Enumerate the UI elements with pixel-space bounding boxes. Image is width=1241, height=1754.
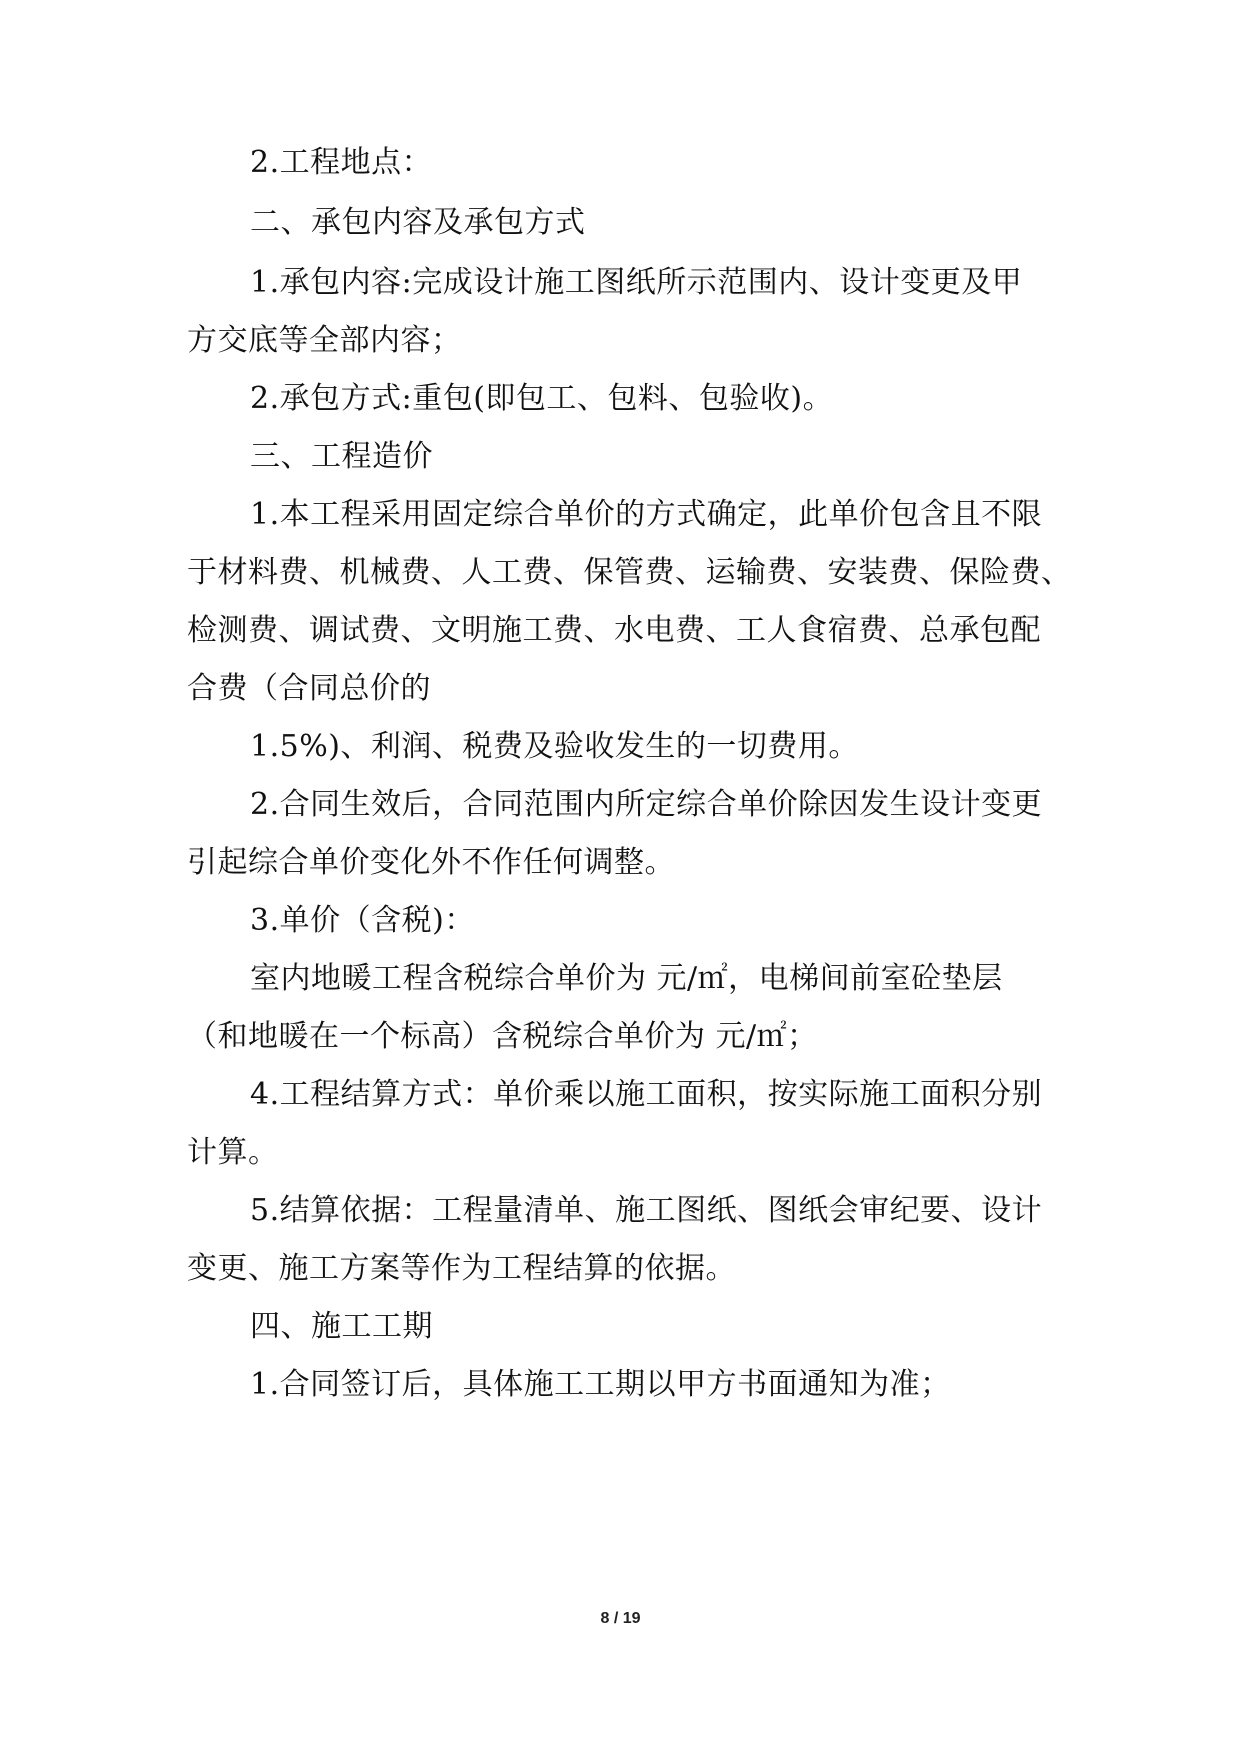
section-heading: 三、工程造价 [250,439,433,474]
paragraph-line: 检测费、调试费、文明施工费、水电费、工人食宿费、总承包配 [187,613,1041,648]
section-heading: 四、施工工期 [250,1309,433,1344]
paragraph-line: 1.5%)、利润、税费及验收发生的一切费用。 [250,729,859,764]
paragraph-line: 计算。 [187,1135,279,1170]
paragraph-line: 变更、施工方案等作为工程结算的依据。 [187,1251,736,1286]
paragraph-line: 方交底等全部内容； [187,323,462,358]
page-number: 8 / 19 [600,1610,641,1627]
paragraph-line: 1.合同签订后，具体施工工期以甲方书面通知为准； [250,1367,951,1402]
paragraph-line: 5.结算依据：工程量清单、施工图纸、图纸会审纪要、设计 [250,1193,1043,1228]
paragraph-line: 2.承包方式:重包(即包工、包料、包验收)。 [250,381,834,416]
paragraph-line: 于材料费、机械费、人工费、保管费、运输费、安装费、保险费、 [187,555,1072,590]
paragraph-line: 4.工程结算方式：单价乘以施工面积，按实际施工面积分别 [250,1077,1043,1112]
paragraph-line: 1.承包内容:完成设计施工图纸所示范围内、设计变更及甲 [250,265,1023,300]
paragraph-line: 引起综合单价变化外不作任何调整。 [187,845,675,880]
paragraph-line: 2.合同生效后，合同范围内所定综合单价除因发生设计变更 [250,787,1043,822]
paragraph-line: 室内地暖工程含税综合单价为 元/㎡，电梯间前室砼垫层 [250,961,1003,996]
section-heading: 二、承包内容及承包方式 [250,205,586,240]
paragraph-line: 3.单价（含税)： [250,903,475,938]
paragraph-line: （和地暖在一个标高）含税综合单价为 元/㎡； [187,1019,818,1054]
paragraph-line: 合费（合同总价的 [187,671,431,706]
paragraph-line: 2.工程地点： [250,145,433,180]
paragraph-line: 1.本工程采用固定综合单价的方式确定，此单价包含且不限 [250,497,1043,532]
